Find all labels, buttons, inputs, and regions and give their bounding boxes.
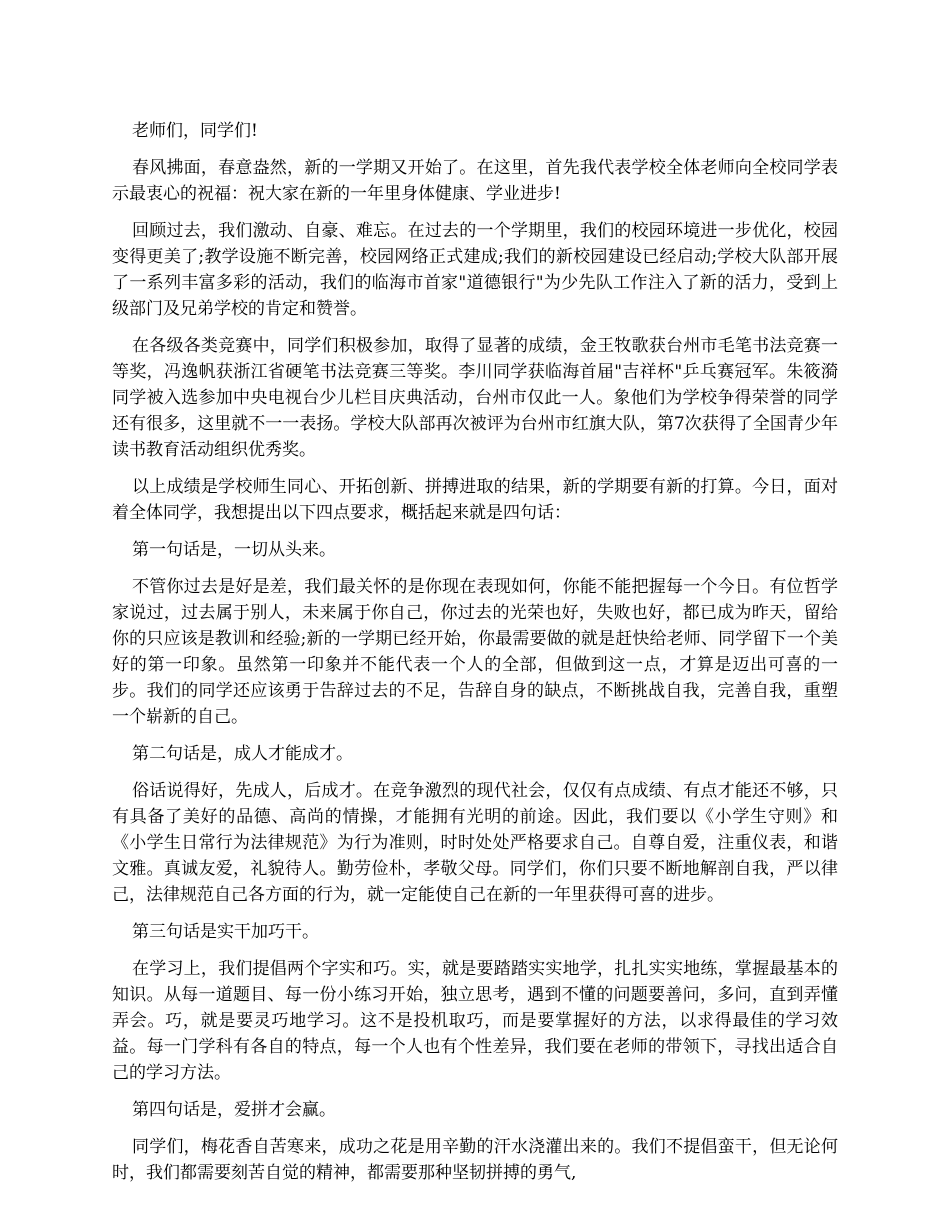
point-four-paragraph: 同学们，梅花香自苦寒来，成功之花是用辛勤的汗水浇灌出来的。我们不提倡蛮干，但无论何时，我们都需要刻苦自觉的精神，都需要那种坚韧拼搏的勇气, <box>112 1137 838 1183</box>
document-body <box>112 118 838 1197</box>
achievements-paragraph: 在各级各类竞赛中，同学们积极参加，取得了显著的成绩，金王牧歌获台州市毛笔书法竞赛一等奖，冯逸帆获浙江省硬笔书法竞赛三等奖。李川同学获临海首届"吉祥杯"乒乓赛冠军。朱筱漪同学被入选参加中央电视台少儿栏目庆典活动，台州市仅此一人。象他们为学校争得荣誉的同学还有很多，这里就不一一表扬。学校大队部再次被评为台州市红旗大队，第7次获得了全国青少年读书教育活动组织优秀奖。 <box>112 336 838 460</box>
point-one-heading: 第一句话是，一切从头来。 <box>132 540 336 560</box>
point-two-paragraph: 俗话说得好，先成人，后成才。在竞争激烈的现代社会，仅仅有点成绩、有点才能还不够，只有具备了美好的品德、高尚的情操，才能拥有光明的前途。因此，我们要以《小学生守则》和《小学生日常行为法律规范》为行为准则，时时处处严格要求自己。自尊自爱，注重仪表，和谐文雅。真诚友爱，礼貌待人。勤劳俭朴，孝敬父母。同学们，你们只要不断地解剖自我，严以律己，法律规范自己各方面的行为，就一定能使自己在新的一年里获得可喜的进步。 <box>112 781 838 905</box>
requirements-intro-paragraph: 以上成绩是学校师生同心、开拓创新、拼搏进取的结果，新的学期要有新的打算。今日，面对着全体同学，我想提出以下四点要求，概括起来就是四句话： <box>112 477 838 523</box>
point-three-heading: 第三句话是实干加巧干。 <box>132 922 319 942</box>
salutation-paragraph: 老师们，同学们! <box>132 121 258 141</box>
review-paragraph: 回顾过去，我们激动、自豪、难忘。在过去的一个学期里，我们的校园环境进一步优化，校园变得更美了;教学设施不断完善，校园网络正式建成;我们的新校园建设已经启动;学校大队部开展了一系列丰富多彩的活动，我们的临海市首家"道德银行"为少先队工作注入了新的活力，受到上级部门及兄弟学校的肯定和赞誉。 <box>112 221 838 319</box>
point-four-heading: 第四句话是，爱拼才会赢。 <box>132 1100 336 1120</box>
greeting-paragraph: 春风拂面，春意盎然，新的一学期又开始了。在这里，首先我代表学校全体老师向全校同学表示最衷心的祝福：祝大家在新的一年里身体健康、学业进步! <box>112 158 838 204</box>
point-two-heading: 第二句话是，成人才能成才。 <box>132 744 353 764</box>
point-one-paragraph: 不管你过去是好是差，我们最关怀的是你现在表现如何，你能不能把握每一个今日。有位哲学家说过，过去属于别人，未来属于你自己，你过去的光荣也好，失败也好，都已成为昨天，留给你的只应该是教训和经验;新的一学期已经开始，你最需要做的就是赶快给老师、同学留下一个美好的第一印象。虽然第一印象并不能代表一个人的全部，但做到这一点，才算是迈出可喜的一步。我们的同学还应该勇于告辞过去的不足，告辞自身的缺点，不断挑战自我，完善自我，重塑一个崭新的自己。 <box>112 577 838 727</box>
point-three-paragraph: 在学习上，我们提倡两个字实和巧。实，就是要踏踏实实地学，扎扎实实地练，掌握最基本的知识。从每一道题目、每一份小练习开始，独立思考，遇到不懂的问题要善问，多问，直到弄懂弄会。巧，就是要灵巧地学习。这不是投机取巧，而是要掌握好的方法，以求得最佳的学习效益。每一门学科有各自的特点，每一个人也有个性差异，我们要在老师的带领下，寻找出适合自己的学习方法。 <box>112 959 838 1083</box>
